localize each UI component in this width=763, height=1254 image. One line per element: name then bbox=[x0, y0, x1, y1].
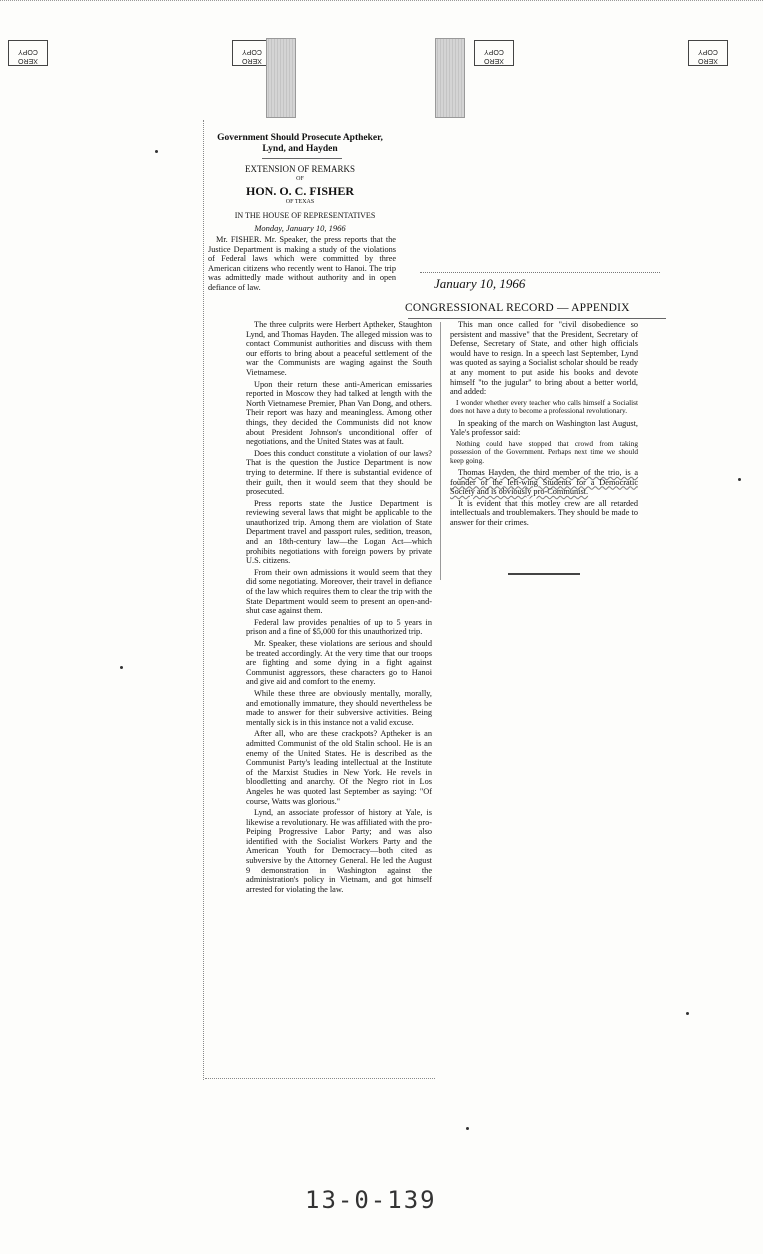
column-divider bbox=[440, 322, 441, 580]
scan-speck bbox=[155, 150, 158, 153]
house-label: IN THE HOUSE OF REPRESENTATIVES bbox=[234, 211, 376, 220]
block-quote: Nothing could have stopped that crowd from taking possession of the Government. Perhaps next time we should keep going. bbox=[450, 438, 638, 465]
masthead-rule bbox=[408, 318, 666, 319]
member-name: HON. O. C. FISHER bbox=[245, 184, 354, 198]
paragraph: It is evident that this motley crew are all retarded intellectuals and troublemakers. They should be made to answer for their crimes. bbox=[450, 498, 638, 527]
paragraph: From their own admissions it would seem that they did some negotiating. Moreover, their travel in defiance of the law which requires them to clear the trip with the State Department would seem to present an open-and-shut case against them. bbox=[246, 567, 432, 616]
extension-label: EXTENSION OF REMARKS bbox=[244, 164, 355, 174]
article-heading bbox=[205, 133, 395, 155]
scan-speck bbox=[120, 666, 123, 669]
of-label: OF bbox=[296, 176, 304, 182]
paragraph: Does this conduct constitute a violation of our laws? That is the question the Justice Department is now trying to determine. If there is substantial evidence of their guilt, then it would seem that they should be prosecuted. bbox=[246, 448, 432, 497]
handwritten-file-number: 13-0-139 bbox=[305, 1186, 437, 1214]
scan-speck bbox=[466, 1127, 469, 1130]
speech-date: Monday, January 10, 1966 bbox=[254, 223, 346, 233]
xero-copy-stamp: XERO COPY bbox=[8, 40, 48, 66]
xero-copy-stamp: XERO COPY bbox=[232, 40, 272, 66]
paragraph: While these three are obviously mentally, morally, and emotionally immature, they should nevertheless be made to answer for their subversive activities. Being mentally sick is in this instance not a valid excuse. bbox=[246, 688, 432, 727]
right-column bbox=[450, 320, 638, 530]
left-column bbox=[246, 320, 432, 896]
end-rule bbox=[508, 573, 580, 575]
binder-clip-mark bbox=[435, 38, 465, 118]
intro-paragraph: Mr. FISHER. Mr. Speaker, the press reports that the Justice Department is making a study of the violations of Federal laws which were committed by three American citizens who recently went to Hanoi. The trip was admittedly made without authority and in open defiance of law. bbox=[208, 235, 396, 292]
paragraph: After all, who are these crackpots? Aptheker is an admitted Communist of the old Stalin school. He is an enemy of the United States. He is described as the Communist Party's leading intellectual at the Institute of the Marxist Studies in New York. He revels in bloodletting and anarchy. Of the Negro riot in Los Angeles he was quoted last September as saying: "Of course, Watts was glorious." bbox=[246, 729, 432, 806]
paragraph: The three culprits were Herbert Aptheker, Staughton Lynd, and Thomas Hayden. The alleged mission was to contact Communist authorities and discuss with them our efforts to bring about a peaceful settlement of the war the Communists are waging against the South Vietnamese. bbox=[246, 320, 432, 377]
paragraph: Federal law provides penalties of up to 5 years in prison and a fine of $5,000 for this unauthorized trip. bbox=[246, 617, 432, 637]
article-title-line2: Lynd, and Hayden bbox=[262, 144, 338, 154]
masthead-date: January 10, 1966 bbox=[434, 276, 526, 291]
block-quote: I wonder whether every teacher who calls himself a Socialist does not have a duty to become a professional revolutionary. bbox=[450, 397, 638, 416]
article-title-line1: Government Should Prosecute Aptheker, bbox=[217, 133, 383, 143]
publication-title: CONGRESSIONAL RECORD — APPENDIX bbox=[405, 302, 630, 314]
xero-copy-stamp: XERO COPY bbox=[474, 40, 514, 66]
paragraph: Lynd, an associate professor of history at Yale, is likewise a revolutionary. He was affiliated with the pro-Peiping Progressive Labor Party; and was also identified with the Socialist Workers Party and the American Youth for Democracy—both cited as subversive by the Attorney General. He led the August 9 demonstration in Washington against the administration's policy in Vietnam, and got himself arrested for violating the law. bbox=[246, 808, 432, 894]
heading-rule bbox=[262, 158, 342, 159]
masthead-top-rule bbox=[420, 272, 660, 273]
paragraph: Upon their return these anti-American emissaries reported in Moscow they had talked at length with the North Vietnamese Premier, Phan Van Dong, and others. Their report was hazy and meaningless. Among other things, they decided the Communists did not know about President Johnson's unconditional offer of negotiations, and the United States was at fault. bbox=[246, 379, 432, 447]
clipping-bottom-edge bbox=[205, 1078, 435, 1079]
scan-edge bbox=[0, 0, 763, 1]
paragraph: This man once called for "civil disobedience so persistent and massive" that the President, Secretary of Defense, Secretary of State, and other high officials would have to resign. In a speech last September, Lynd was quoted as saying a Socialist scholar should be ready at any moment to put aside his books and devote himself "to the jugular" to bring about a better world, and added: bbox=[450, 320, 638, 397]
paragraph: Thomas Hayden, the third member of the trio, is a founder of the left-wing Students for a Democratic Society and is obviously pro-Communist. bbox=[450, 467, 638, 497]
state-label: OF TEXAS bbox=[285, 199, 315, 205]
binder-clip-mark bbox=[266, 38, 296, 118]
intro-paragraph-block bbox=[208, 235, 396, 295]
xero-copy-stamp: XERO COPY bbox=[688, 40, 728, 66]
clipping-edge bbox=[203, 120, 204, 1080]
paragraph: Press reports state the Justice Department is reviewing several laws that might be applicable to the unauthorized trip. Among them are violation of State Department travel and passport rules, sedition, treason, and an 18th-century law—the Logan Act—which prohibits negotiations with foreign powers by private U.S. citizens. bbox=[246, 498, 432, 566]
scan-speck bbox=[686, 1012, 689, 1015]
paragraph: Mr. Speaker, these violations are serious and should be treated accordingly. At the very time that our troops are fighting and some dying in a fight against Communist aggressors, these characters go to Hanoi and give aid and comfort to the enemy. bbox=[246, 639, 432, 687]
scan-speck bbox=[738, 478, 741, 481]
paragraph: In speaking of the march on Washington last August, Yale's professor said: bbox=[450, 418, 638, 438]
